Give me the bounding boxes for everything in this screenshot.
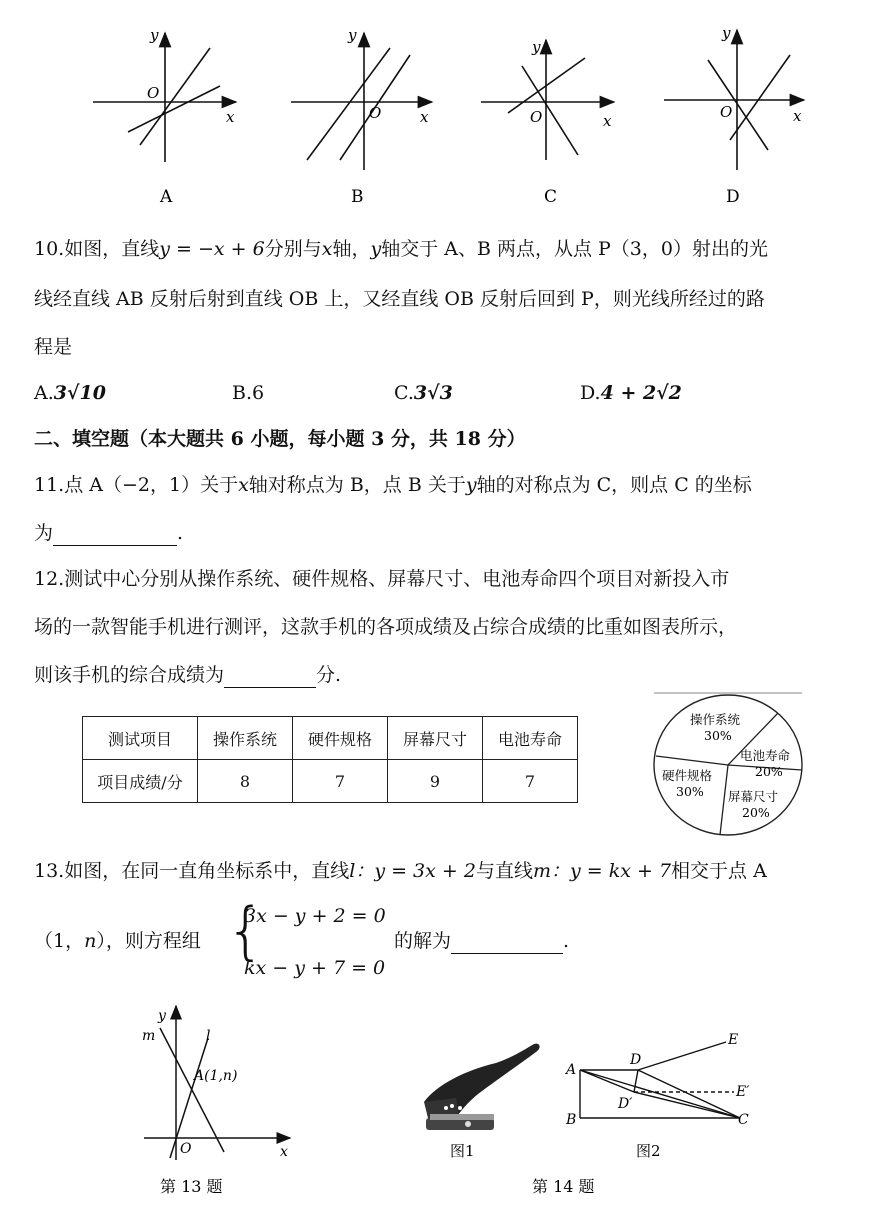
q10-option-d: D.4 + 2√2 xyxy=(580,382,682,404)
pie-label-battery: 电池寿命 xyxy=(740,748,791,763)
pie-label-os: 操作系统 xyxy=(690,712,741,727)
fig2-e: E xyxy=(728,1032,739,1048)
q10-text: 轴， xyxy=(332,238,371,260)
table-cell: 7 xyxy=(483,760,578,803)
q10-text: 分别与 xyxy=(264,238,322,260)
q12-line3: 则该手机的综合成绩为 分. xyxy=(34,664,342,686)
table-cell: 9 xyxy=(388,760,483,803)
q10-option-a: A.3√10 xyxy=(34,382,106,404)
pie-label-hw: 硬件规格 xyxy=(662,768,713,783)
fig13-point-a: A(1,n) xyxy=(194,1068,238,1084)
q13-figure xyxy=(130,1000,310,1200)
q12-answer-blank[interactable] xyxy=(224,667,316,688)
q12-line2: 场的一款智能手机进行测评，这款手机的各项成绩及占综合成绩的比重如图表所示， xyxy=(34,616,738,638)
graph-c-x: x xyxy=(603,112,612,130)
fig2-d-prime: D′ xyxy=(618,1096,633,1112)
section-title: 二、填空题（本大题共 6 小题，每小题 3 分，共 18 分） xyxy=(34,428,526,450)
table-cell: 7 xyxy=(293,760,388,803)
q10-equation: y = −x + 6 xyxy=(159,238,265,260)
q11-line2: 为 . xyxy=(34,522,184,544)
q13-line1: 13.如图，在同一直角坐标系中，直线l：y = 3x + 2与直线m：y = kx + 7相交于点 A xyxy=(34,860,767,882)
q14-figure xyxy=(416,1030,776,1200)
fig1-caption: 图1 xyxy=(450,1142,475,1160)
graph-b xyxy=(291,33,432,170)
q9-graphs xyxy=(0,0,878,215)
fig13-y: y xyxy=(158,1008,166,1024)
fig2-c: C xyxy=(738,1112,749,1128)
graph-label-d: D xyxy=(726,187,740,207)
graph-label-c: C xyxy=(544,187,558,207)
table-cell: 8 xyxy=(198,760,293,803)
q12-line1: 12.测试中心分别从操作系统、硬件规格、屏幕尺寸、电池寿命四个项目对新投入市 xyxy=(34,568,730,590)
pie-pct-screen: 20% xyxy=(742,805,770,820)
q10-y: y xyxy=(370,238,382,260)
graph-d-x: x xyxy=(793,107,802,125)
table-header: 操作系统 xyxy=(198,717,293,760)
graph-a-x: x xyxy=(226,108,235,126)
graph-c-y: y xyxy=(532,38,541,56)
fig2-e-prime: E′ xyxy=(736,1084,750,1100)
graph-a-y: y xyxy=(150,26,159,44)
graph-c xyxy=(481,40,614,160)
q11-answer-blank[interactable] xyxy=(53,525,177,546)
fig2-caption: 图2 xyxy=(636,1142,661,1160)
graph-b-x: x xyxy=(420,108,429,126)
graph-label-b: B xyxy=(351,187,364,207)
graph-b-o: O xyxy=(369,104,382,122)
table-header: 硬件规格 xyxy=(293,717,388,760)
graph-d-y: y xyxy=(722,24,731,42)
fig2-a: A xyxy=(566,1062,577,1078)
q13-eq-bottom: kx − y + 7 = 0 xyxy=(244,957,386,979)
q10-number: 10. xyxy=(34,238,65,260)
hole-punch-image xyxy=(424,1044,540,1130)
q13-line2-pre: （1，n），则方程组 xyxy=(34,930,201,952)
q12-pie-chart xyxy=(648,688,808,838)
pie-pct-os: 30% xyxy=(704,728,732,743)
q13-answer-blank[interactable] xyxy=(451,933,563,954)
graph-a-o: O xyxy=(147,84,160,102)
fig13-caption: 第 13 题 xyxy=(160,1177,223,1196)
table-cell: 项目成绩/分 xyxy=(83,760,198,803)
table-row xyxy=(83,760,578,803)
q10-text: 如图，直线 xyxy=(64,238,160,260)
q13-eq-top: 3x − y + 2 = 0 xyxy=(244,905,386,927)
graph-b-y: y xyxy=(348,26,357,44)
brace-icon: { xyxy=(226,894,266,967)
q10-text: 轴交于 A、B 两点，从点 P（3，0）射出的光 xyxy=(381,238,768,260)
q10-line2: 线经直线 AB 反射后射到直线 OB 上，又经直线 OB 反射后回到 P，则光线所经过的路 xyxy=(34,288,765,310)
q10-option-c: C.3√3 xyxy=(394,382,453,404)
q11-line1: 11.点 A（−2，1）关于x轴对称点为 B，点 B 关于y轴的对称点为 C，则点 C 的坐标 xyxy=(34,474,752,496)
table-header: 电池寿命 xyxy=(483,717,578,760)
graph-d-o: O xyxy=(720,103,733,121)
pie-pct-battery: 20% xyxy=(755,764,783,779)
graph-d xyxy=(664,30,804,170)
fig13-o: O xyxy=(180,1141,192,1157)
fig2-b: B xyxy=(566,1112,577,1128)
q10-option-b: B.6 xyxy=(232,382,265,404)
pie-pct-hw: 30% xyxy=(676,784,704,799)
table-header: 测试项目 xyxy=(83,717,198,760)
fig14-caption: 第 14 题 xyxy=(532,1177,595,1196)
fig2-d: D xyxy=(630,1052,642,1068)
pie-label-screen: 屏幕尺寸 xyxy=(728,789,779,804)
q10-x: x xyxy=(321,238,333,260)
table-header: 屏幕尺寸 xyxy=(388,717,483,760)
table-row xyxy=(83,717,578,760)
q10-line3: 程是 xyxy=(34,336,73,358)
graph-a xyxy=(93,33,236,162)
q13-line2-post: 的解为 . xyxy=(394,930,570,952)
graph-label-a: A xyxy=(160,187,173,207)
fig13-m: m xyxy=(142,1028,156,1044)
q10-line1 xyxy=(34,236,768,262)
fig13-l: l xyxy=(206,1028,211,1044)
q12-score-table xyxy=(82,716,578,803)
graph-c-o: O xyxy=(530,108,543,126)
fig13-x: x xyxy=(280,1144,288,1160)
